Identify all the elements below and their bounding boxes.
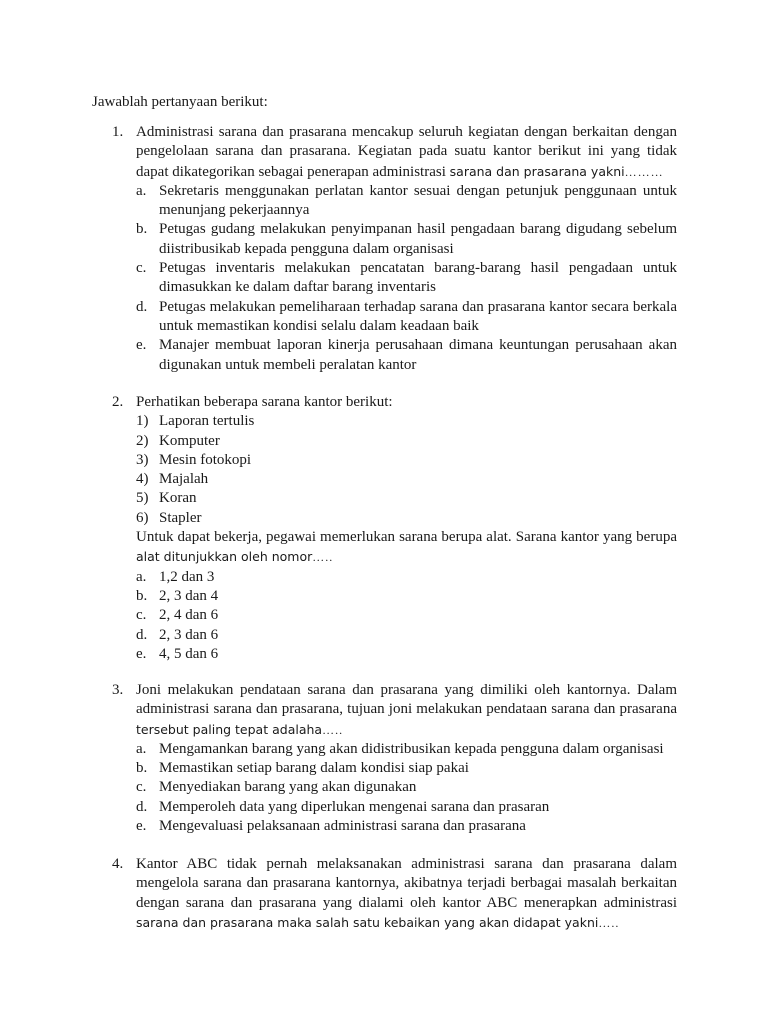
option-text: Manajer membuat laporan kinerja perusahaan dimana keuntungan perusahaan akan digunakan untuk membeli peralatan kantor	[159, 337, 677, 373]
option-text: Sekretaris menggunakan perlatan kantor sesuai dengan petunjuk penggunaan untuk menunjang pekerjaannya	[159, 182, 677, 219]
stem-tail: tersebut paling tepat adalaha	[136, 721, 323, 737]
stem-text: Kantor ABC tidak pernah melaksanakan administrasi sarana dan prasarana dalam mengelola sarana dan prasarana kantornya, akibatnya terjadi berbagai masalah berkaitan dengan sarana dan prasarana yang dialami oleh kantor ABC menerapkan administrasi	[136, 856, 677, 911]
item-text: Komputer	[159, 432, 220, 449]
prompt-tail: alat ditunjukkan oleh nomor	[136, 549, 313, 565]
option-letter: a.	[136, 568, 147, 585]
stem-tail: sarana dan prasarana maka salah satu kebaikan yang akan didapat yakni	[136, 914, 599, 930]
option-b	[136, 587, 677, 606]
question-stem: Perhatikan beberapa sarana kantor berikut:	[136, 394, 393, 410]
stem-text: Administrasi sarana dan prasarana mencakup seluruh kegiatan dengan berkaitan dengan pengelolaan sarana dan prasarana. Kegiatan pada suatu kantor berikut ini yang tidak dapat dikategorikan sebagai penerapan administrasi	[136, 124, 677, 180]
option-c	[136, 606, 677, 625]
option-letter: a.	[136, 740, 147, 757]
option-text: Petugas gudang melakukan penyimpanan hasil pengadaan barang digudang sebelum diistribusikab kepada pengguna dalam organisasi	[159, 221, 677, 257]
item-number: 6)	[136, 509, 149, 526]
list-item	[136, 412, 677, 431]
option-letter: a.	[136, 182, 147, 199]
option-e	[136, 645, 677, 664]
question-number: 3.	[112, 682, 124, 698]
option-d	[136, 626, 677, 645]
option-a	[136, 568, 677, 587]
question-2	[112, 393, 677, 664]
answer-blank: …..	[322, 722, 344, 737]
item-number: 4)	[136, 471, 149, 488]
option-letter: e.	[136, 337, 147, 354]
option-letter: b.	[136, 760, 148, 777]
instructions-heading: Jawablah pertanyaan berikut:	[92, 94, 268, 110]
list-item	[136, 432, 677, 451]
item-text: Laporan tertulis	[159, 413, 255, 430]
question-1	[112, 123, 677, 375]
option-a	[136, 740, 677, 759]
option-d	[136, 298, 677, 337]
question-number: 2.	[112, 394, 124, 410]
option-text: Petugas melakukan pemeliharaan terhadap sarana dan prasarana kantor secara berkala untuk memastikan kondisi selalu dalam keadaan baik	[159, 298, 677, 334]
list-item	[136, 509, 677, 528]
option-letter: b.	[136, 587, 148, 604]
list-item	[136, 489, 677, 508]
option-text: Memastikan setiap barang dalam kondisi siap pakai	[159, 760, 469, 777]
question-3	[112, 681, 677, 836]
option-letter: d.	[136, 798, 148, 815]
option-text: 4, 5 dan 6	[159, 645, 219, 662]
item-text: Koran	[159, 490, 197, 507]
item-text: Mesin fotokopi	[159, 451, 252, 468]
option-c	[136, 778, 677, 797]
item-text: Majalah	[159, 471, 209, 488]
list-item	[136, 470, 677, 489]
option-text: 2, 3 dan 4	[159, 587, 219, 604]
option-d	[136, 798, 677, 817]
option-e	[136, 336, 677, 375]
question-stem	[136, 123, 677, 182]
option-text: 1,2 dan 3	[159, 568, 215, 585]
answer-blank: …..	[598, 915, 620, 930]
option-letter: b.	[136, 221, 148, 238]
item-number: 3)	[136, 451, 149, 468]
item-number: 5)	[136, 490, 149, 507]
option-letter: c.	[136, 260, 147, 277]
question-stem	[136, 855, 677, 933]
option-e	[136, 817, 677, 836]
prompt-text: Untuk dapat bekerja, pegawai memerlukan sarana berupa alat. Sarana kantor yang berupa	[136, 529, 677, 546]
option-text: 2, 4 dan 6	[159, 607, 219, 624]
option-b	[136, 759, 677, 778]
option-letter: d.	[136, 626, 148, 643]
option-text: 2, 3 dan 6	[159, 626, 219, 643]
item-number: 2)	[136, 432, 149, 449]
question-prompt	[136, 528, 677, 568]
option-text: Memperoleh data yang diperlukan mengenai sarana dan prasaran	[159, 798, 550, 815]
option-text: Menyediakan barang yang akan digunakan	[159, 779, 417, 796]
option-text: Mengevaluasi pelaksanaan administrasi sarana dan prasarana	[159, 818, 526, 835]
answer-blank: ………	[624, 164, 664, 179]
option-letter: e.	[136, 645, 147, 662]
stem-text: Joni melakukan pendataan sarana dan prasarana yang dimiliki oleh kantornya. Dalam administrasi sarana dan prasarana, tujuan joni melakukan pendataan sarana dan prasarana	[136, 682, 677, 718]
answer-blank: …..	[312, 550, 334, 565]
option-b	[136, 220, 677, 259]
question-number: 1.	[112, 124, 124, 140]
option-letter: d.	[136, 298, 148, 315]
question-4	[112, 855, 677, 933]
item-number: 1)	[136, 413, 149, 430]
option-letter: c.	[136, 779, 147, 796]
option-text: Petugas inventaris melakukan pencatatan barang-barang hasil pengadaan untuk dimasukkan ke dalam daftar barang inventaris	[159, 260, 677, 296]
option-letter: c.	[136, 607, 147, 624]
option-a	[136, 182, 677, 221]
option-c	[136, 259, 677, 298]
question-number: 4.	[112, 856, 124, 872]
option-text: Mengamankan barang yang akan didistribusikan kepada pengguna dalam organisasi	[159, 740, 664, 757]
question-stem	[136, 681, 677, 740]
option-letter: e.	[136, 818, 147, 835]
item-text: Stapler	[159, 509, 202, 526]
stem-tail: sarana dan prasarana yakni	[449, 163, 625, 179]
list-item	[136, 451, 677, 470]
